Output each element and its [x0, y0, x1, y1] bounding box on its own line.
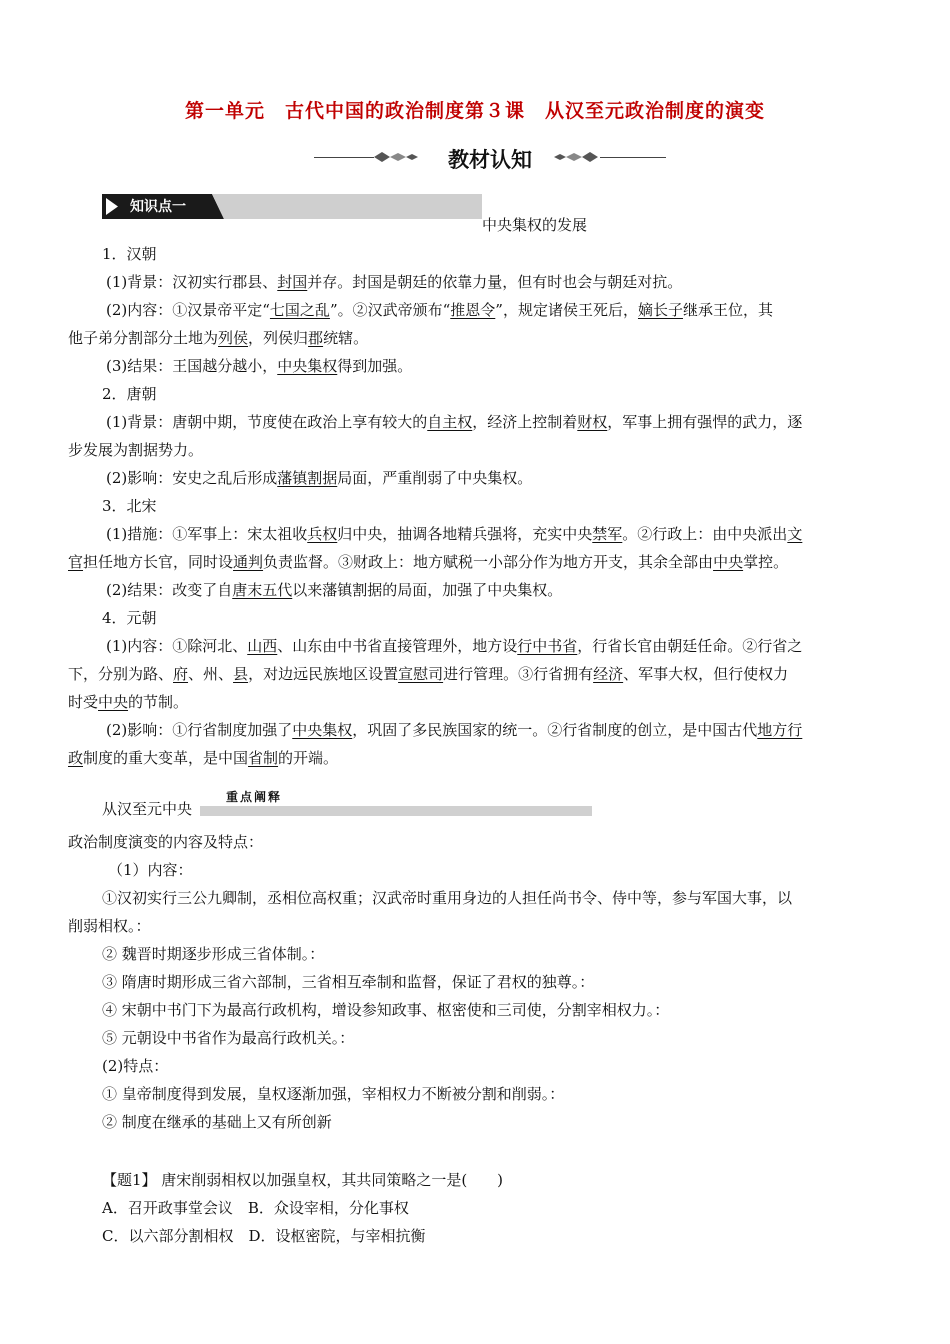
yuan-content-cont: 下，分别为路、府、州、县，对边远民族地区设置宣慰司进行管理。③行省拥有经济、军事大权，但行使权力 — [68, 665, 789, 683]
question-stem: 【题1】 唐宋削弱相权以加强皇权，其共同策略之一是( ) — [102, 1171, 504, 1189]
knowledge-content — [68, 240, 883, 772]
han-result: (3)结果：王国越分越小，中央集权得到加强。 — [106, 357, 413, 375]
content-item-1: ①汉初实行三公九卿制，丞相位高权重；汉武帝时重用身边的人担任尚书令、侍中等，参与军国大事，以 — [102, 889, 793, 907]
key-points-content — [68, 828, 883, 1136]
key-points-bar — [200, 806, 592, 816]
content-item-1-cont: 削弱相权。： — [68, 917, 151, 935]
knowledge-point-label: 知识点一 — [130, 199, 186, 215]
tang-background: (1)背景：唐朝中期，节度使在政治上享有较大的自主权，经济上控制着财权，军事上拥有强悍的武力，逐 — [106, 413, 803, 431]
tang-heading: 2．唐朝 — [102, 385, 157, 403]
feature-item-1: ① 皇帝制度得到发展，皇权逐渐加强，宰相权力不断被分割和削弱。： — [102, 1085, 565, 1103]
yuan-impact-cont: 政制度的重大变革，是中国省制的开端。 — [68, 749, 339, 767]
tang-background-cont: 步发展为割据势力。 — [68, 441, 204, 459]
knowledge-point-title: 中央集权的发展 — [482, 216, 588, 234]
yuan-content-cont2: 时受中央的节制。 — [68, 693, 189, 711]
han-heading: 1．汉朝 — [102, 245, 157, 263]
key-points-topic: 政治制度演变的内容及特点： — [68, 833, 264, 851]
han-content-cont: 他子弟分割部分土地为列侯，列侯归郡统辖。 — [68, 329, 369, 347]
content-item-5: ⑤ 元朝设中书省作为最高行政机关。： — [102, 1029, 355, 1047]
tang-impact: (2)影响：安史之乱后形成藩镇割据局面，严重削弱了中央集权。 — [106, 469, 533, 487]
song-heading: 3．北宋 — [102, 497, 157, 515]
song-measures: (1)措施：①军事上：宋太祖收兵权归中央，抽调各地精兵强将，充实中央禁军。②行政上：由中央派出文 — [106, 525, 803, 543]
question-options-cd: C．以六部分割相权 D．设枢密院，与宰相抗衡 — [102, 1227, 426, 1245]
page-title: 第一单元 古代中国的政治制度第３课 从汉至元政治制度的演变 — [184, 100, 765, 122]
key-points-badge: 重点阐释 — [226, 790, 283, 804]
content-item-3: ③ 隋唐时期形成三省六部制，三省相互牵制和监督，保证了君权的独尊。： — [102, 973, 595, 991]
features-heading: (2)特点： — [102, 1057, 169, 1075]
content-item-2: ② 魏晋时期逐步形成三省体制。： — [102, 945, 325, 963]
content-item-4: ④ 宋朝中书门下为最高行政机构，增设参知政事、枢密使和三司使，分割宰相权力。： — [102, 1001, 670, 1019]
yuan-content: (1)内容：①除河北、山西、山东由中书省直接管理外，地方设行中书省，行省长官由朝廷任命。②行省之 — [106, 637, 803, 655]
section-banner-label: 教材认知 — [448, 148, 532, 172]
section-banner — [0, 140, 950, 174]
question-options-ab: A．召开政事堂会议 B．众设宰相，分化事权 — [102, 1199, 409, 1217]
yuan-heading: 4．元朝 — [102, 609, 157, 627]
han-content: (2)内容：①汉景帝平定“七国之乱”。②汉武帝颁布“推恩令”，规定诸侯王死后，嫡长子继承王位，其 — [106, 301, 773, 319]
ornament-right-icon — [552, 150, 600, 164]
content-heading: （1）内容： — [108, 861, 193, 879]
feature-item-2: ② 制度在继承的基础上又有所创新 — [102, 1113, 332, 1131]
key-points-intro: 从汉至元中央 — [102, 800, 193, 818]
song-result: (2)结果：改变了自唐末五代以来藩镇割据的局面，加强了中央集权。 — [106, 581, 563, 599]
yuan-impact: (2)影响：①行省制度加强了中央集权，巩固了多民族国家的统一。②行省制度的创立，是中国古代地方行 — [106, 721, 803, 739]
song-measures-cont: 官担任地方长官，同时设通判负责监督。③财政上：地方赋税一小部分作为地方开支，其余全部由中央掌控。 — [68, 553, 789, 571]
question-block — [102, 1166, 917, 1250]
han-background: (1)背景：汉初实行郡县、封国并存。封国是朝廷的依靠力量，但有时也会与朝廷对抗。 — [106, 273, 683, 291]
